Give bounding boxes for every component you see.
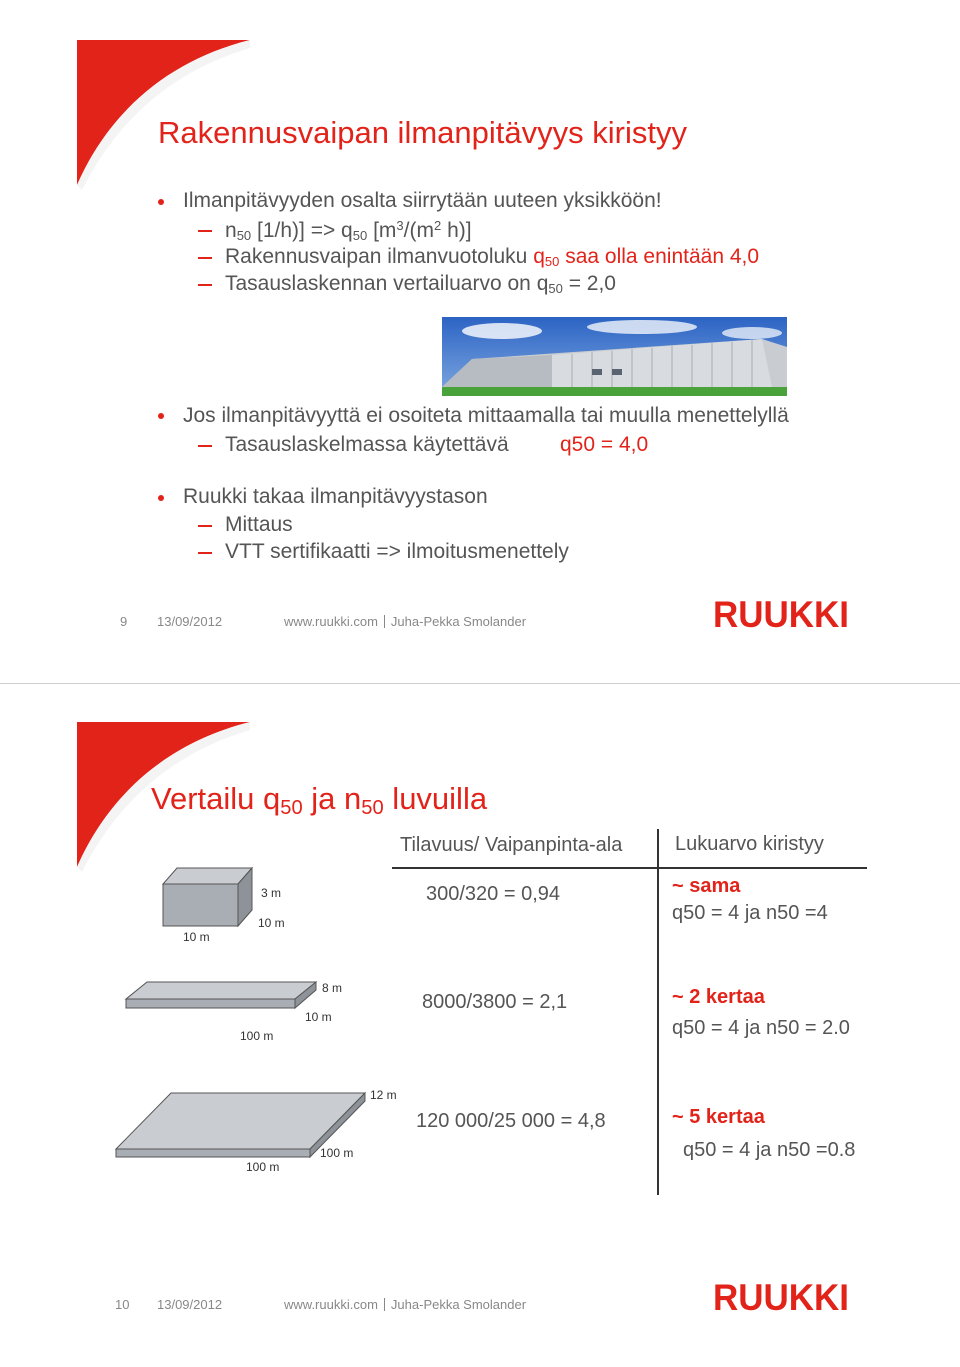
dim-depth: 10 m <box>305 1010 332 1024</box>
increase-label: ~ 5 kertaa <box>672 1106 765 1128</box>
ratio-value: 300/320 = 0,94 <box>426 883 561 905</box>
box-diagram-medium <box>120 979 320 1024</box>
footer-url[interactable]: www.ruukki.com <box>284 614 378 629</box>
footer-author: Juha-Pekka Smolander <box>390 1297 527 1312</box>
sub-bullet-dash <box>198 257 212 259</box>
value-detail: q50 = 4 ja n50 =0.8 <box>683 1139 856 1161</box>
bullet-text: Ruukki takaa ilmanpitävyystason <box>183 485 488 508</box>
increase-label: ~ 2 kertaa <box>672 986 765 1008</box>
ruukki-logo <box>713 598 850 630</box>
slide-10 <box>0 684 960 1367</box>
svg-text:RUUKKI: RUUKKI <box>713 598 849 630</box>
sub-bullet-dash <box>198 230 212 232</box>
ratio-value: 8000/3800 = 2,1 <box>422 991 568 1013</box>
sub-bullet-text: Tasauslaskelmassa käytettävä <box>225 433 509 456</box>
slide-title: Rakennusvaipan ilmanpitävyys kiristyy <box>158 115 687 150</box>
footer-date: 13/09/2012 <box>157 1297 223 1312</box>
footer-credit <box>284 1297 526 1312</box>
dim-width: 100 m <box>240 1029 274 1043</box>
slide-9 <box>0 0 960 683</box>
sub-bullet-units: $n_{50}$ $[1/h)] => q_{50}$ [$m^3/(m^2$ h)] <box>225 218 472 243</box>
dim-depth: 10 m <box>258 916 285 930</box>
increase-label: ~ sama <box>672 875 741 897</box>
dim-height: 8 m <box>322 981 343 995</box>
ratio-value: 120 000/25 000 = 4,8 <box>416 1110 606 1132</box>
sub-bullet-dash <box>198 284 212 286</box>
bullet-dot <box>158 413 164 419</box>
dim-height: 12 m <box>370 1088 397 1102</box>
value-detail: q50 = 4 ja n50 = 2.0 <box>672 1017 850 1039</box>
value-detail: q50 = 4 ja n50 =4 <box>672 902 828 924</box>
dim-width: 100 m <box>246 1160 280 1174</box>
sub-bullet-text: Mittaus <box>225 513 293 536</box>
dim-width: 10 m <box>183 930 210 944</box>
footer-url[interactable]: www.ruukki.com <box>284 1297 378 1312</box>
slide-title: Vertailu q50 ja n50 luvuilla <box>151 781 488 819</box>
box-diagram-small <box>150 864 310 944</box>
sub-bullet-reference: Tasauslaskennan vertailuarvo on $q_{50} = 2,0$ <box>225 272 616 296</box>
column-header-volume-area: Tilavuus/ Vaipanpinta-ala <box>400 834 623 856</box>
svg-text:RUUKKI: RUUKKI <box>713 1281 849 1313</box>
corner-swoosh-graphic <box>0 0 260 200</box>
table-column-rule <box>657 829 659 1195</box>
sub-bullet-value: q50 = 4,0 <box>560 433 649 456</box>
sub-bullet-dash <box>198 525 212 527</box>
footer-date: 13/09/2012 <box>157 614 223 629</box>
footer-author: Juha-Pekka Smolander <box>390 614 527 629</box>
bullet-dot <box>158 495 164 501</box>
page-number: 10 <box>115 1297 130 1312</box>
footer-credit <box>284 614 526 629</box>
bullet-dot <box>158 199 164 205</box>
dim-depth: 100 m <box>320 1146 354 1160</box>
sub-bullet-dash <box>198 552 212 554</box>
ruukki-logo <box>713 1281 850 1313</box>
page-number: 9 <box>120 614 128 629</box>
bullet-text: Ilmanpitävyyden osalta siirrytään uuteen yksikköön! <box>183 189 662 212</box>
bullet-text: Jos ilmanpitävyyttä ei osoiteta mittaamalla tai muulla menettelyllä <box>183 404 789 427</box>
sub-bullet-dash <box>198 445 212 447</box>
sub-bullet-limit: Rakennusvaipan ilmanvuotoluku $q_{50}$ saa olla enintään 4,0 <box>225 245 760 269</box>
table-header-rule <box>392 867 867 869</box>
building-photo <box>442 317 787 396</box>
column-header-value: Lukuarvo kiristyy <box>675 833 824 855</box>
sub-bullet-text: VTT sertifikaatti => ilmoitusmenettely <box>225 540 569 563</box>
dim-height: 3 m <box>261 886 282 900</box>
